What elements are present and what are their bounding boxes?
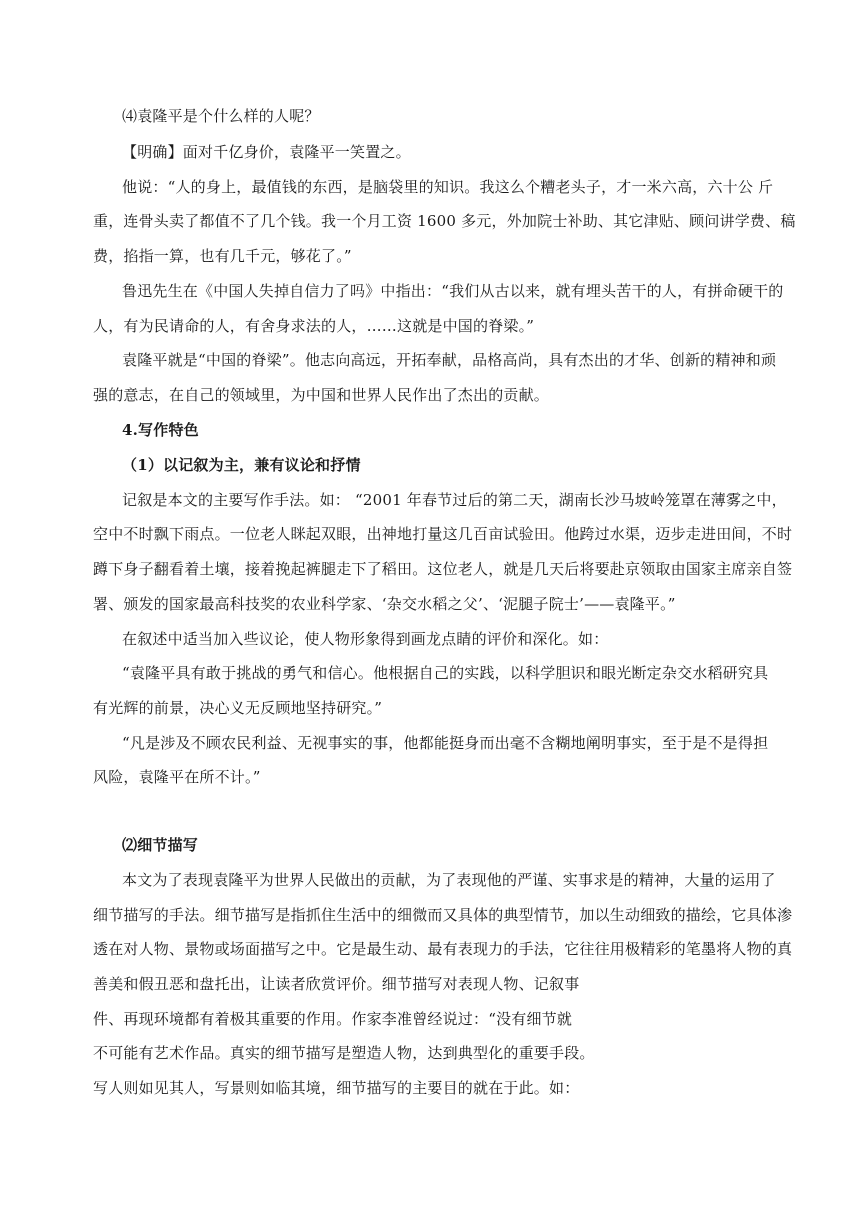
paragraph-line: 细节描写的手法。细节描写是指抓住生活中的细微而又具体的典型情节，加以生动细致的描绘，它具体渗 [93, 906, 793, 924]
paragraph-line: 善美和假丑恶和盘托出，让读者欣赏评价。细节描写对表现人物、记叙事 [93, 975, 580, 993]
paragraph-line: 他说：“人的身上，最值钱的东西，是脑袋里的知识。我这么个糟老头子，才一米六高，六十公 斤 [122, 178, 774, 196]
paragraph-line: 费，掐指一算，也有几千元，够花了。” [93, 247, 352, 265]
paragraph-line: 空中不时飘下雨点。一位老人眯起双眼，出神地打量这几百亩试验田。他跨过水渠，迈步走进田间，不时 [93, 525, 793, 543]
quote-line: 有光辉的前景，决心义无反顾地坚持研究。” [93, 699, 383, 717]
paragraph-line: 本文为了表现袁隆平为世界人民做出的贡献，为了表现他的严谨、实事求是的精神，大量的运用了 [122, 871, 776, 889]
paragraph-line: 写人则如见其人，写景则如临其境，细节描写的主要目的就在于此。如： [93, 1079, 580, 1097]
paragraph-line: 透在对人物、景物或场面描写之中。它是最生动、最有表现力的手法，它往往用极精彩的笔墨将人物的真 [93, 940, 793, 958]
paragraph-line: 袁隆平就是“中国的脊梁”。他志向高远，开拓奉献，品格高尚，具有杰出的才华、创新的精神和顽 [122, 351, 777, 369]
subsection-heading: ⑵细节描写 [122, 836, 199, 854]
quote-line: 风险，袁隆平在所不计。” [93, 768, 261, 786]
question-line: ⑷袁隆平是个什么样的人呢？ [122, 107, 320, 125]
paragraph-line: 不可能有艺术作品。真实的细节描写是塑造人物，达到典型化的重要手段。 [93, 1044, 595, 1062]
paragraph-line: 人，有为民请命的人，有舍身求法的人，……这就是中国的脊梁。” [93, 317, 535, 335]
paragraph-line: 在叙述中适当加入些议论，使人物形象得到画龙点睛的评价和深化。如： [122, 630, 609, 648]
paragraph-line: 署、颁发的国家最高科技奖的农业科学家、‘杂交水稻之父’、‘泥腿子院士’——袁隆平。” [93, 595, 676, 613]
subsection-heading: （1）以记叙为主，兼有议论和抒情 [122, 456, 361, 474]
paragraph-line: 件、再现环境都有着极其重要的作用。作家李准曾经说过：“没有细节就 [93, 1010, 573, 1028]
paragraph-line: 强的意志，在自己的领域里，为中国和世界人民作出了杰出的贡献。 [93, 386, 550, 404]
answer-line: 【明确】面对千亿身价，袁隆平一笑置之。 [122, 143, 411, 161]
quote-line: “凡是涉及不顾农民利益、无视事实的事，他都能挺身而出毫不含糊地阐明事实，至于是不是得担 [122, 734, 769, 752]
paragraph-line: 记叙是本文的主要写作手法。如： “2001 年春节过后的第二天，湖南长沙马坡岭笼罩在薄雾之中， [122, 491, 787, 509]
paragraph-line: 蹲下身子翻看着土壤，接着挽起裤腿走下了稻田。这位老人，就是几天后将要赴京领取由国家主席亲自签 [93, 560, 793, 578]
section-heading: 4.写作特色 [122, 421, 199, 439]
paragraph-line: 鲁迅先生在《中国人失掉自信力了吗》中指出：“我们从古以来，就有埋头苦干的人，有拼命硬干的 [122, 282, 784, 300]
paragraph-line: 重，连骨头卖了都值不了几个钱。我一个月工资 1600 多元，外加院士补助、其它津贴、顾问讲学费、稿 [93, 212, 796, 230]
quote-line: “袁隆平具有敢于挑战的勇气和信心。他根据自己的实践，以科学胆识和眼光断定杂交水稻研究具 [122, 664, 769, 682]
